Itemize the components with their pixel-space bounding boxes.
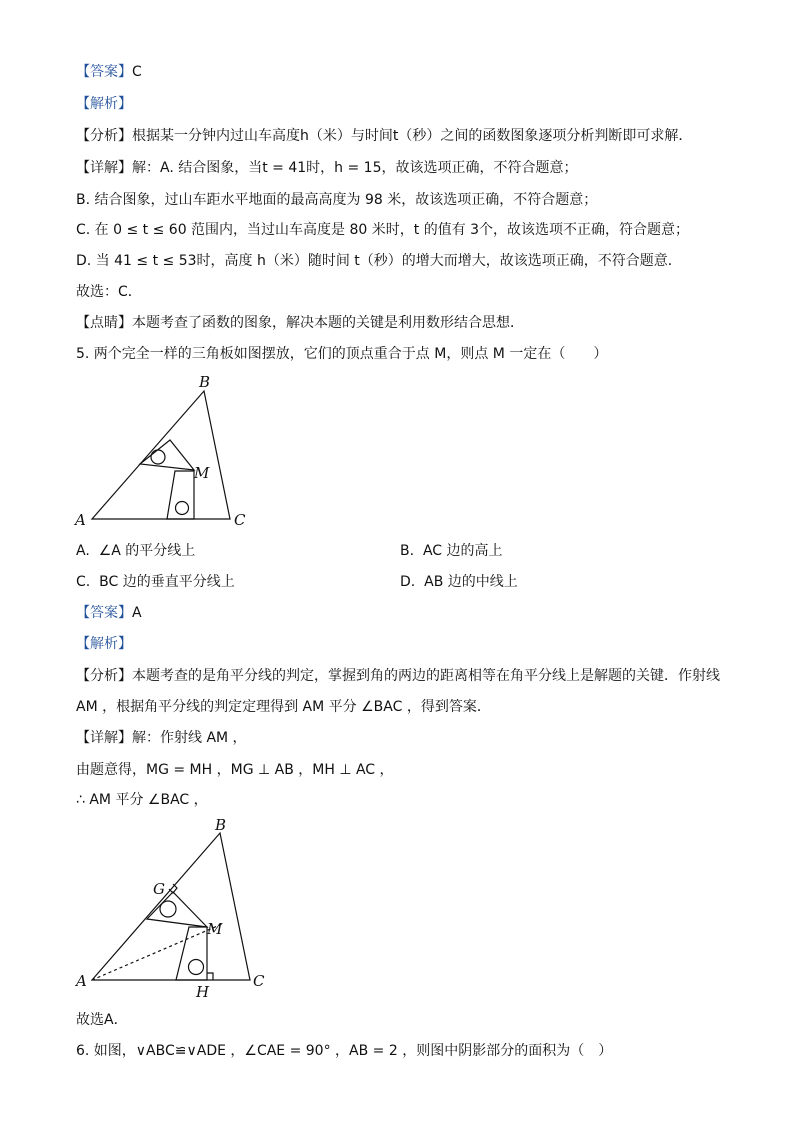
xiangjie-text: 解：A. 结合图象，当t = 41时，h = 15，故该选项正确，不符合题意； (132, 160, 578, 176)
q5-stem: 5. 两个完全一样的三角板如图摆放，它们的顶点重合于点 M，则点 M 一定在（ ） (76, 346, 608, 362)
fenxi-text-1: 本题考查的是角平分线的判定，掌握到角的两边的距离相等在角平分线上是解题的关键．作射线 (132, 668, 720, 684)
option-key: C. (76, 574, 91, 590)
point-label-g: G (153, 880, 165, 898)
point-label-c: C (253, 972, 265, 990)
fenxi-label: 【分析】 (76, 668, 132, 684)
option-text: AC 边的高上 (422, 543, 503, 559)
set-square-lower (167, 471, 194, 519)
analysis-label: 【解析】 (76, 636, 132, 652)
q5-figure-triangle-boards (70, 370, 260, 535)
option-key: A. (76, 543, 90, 559)
q4-option-d-analysis: D. 当 41 ≤ t ≤ 53时，高度 h（米）随时间 t（秒）的增大而增大，故该选项正确，不符合题意． (76, 253, 682, 269)
q4-option-b-analysis: B. 结合图象，过山车距水平地面的最高高度为 98 米，故该选项正确，不符合题意； (76, 192, 598, 208)
option-text: BC 边的垂直平分线上 (99, 574, 235, 590)
analysis-label: 【解析】 (76, 96, 132, 112)
point-label-h: H (196, 983, 210, 1001)
point-label-m: M (194, 464, 210, 482)
right-angle-mark-h (207, 973, 213, 980)
q6-stem: 6. 如图，∨ABC≌∨ADE ，∠CAE = 90° ，AB = 2 ，则图中阴影部分的面积为（ ） (76, 1043, 613, 1059)
q4-dianjing-line (76, 313, 524, 333)
q5-fenxi-line-2: AM ，根据角平分线的判定定理得到 AM 平分 ∠BAC ，得到答案． (76, 699, 491, 715)
triangle-abc (92, 833, 250, 980)
q5-option-a (76, 541, 195, 561)
q5-therefore-line: ∴ AM 平分 ∠BAC ， (76, 792, 208, 808)
q5-answer-line (76, 603, 142, 623)
dianjing-text: 本题考查了函数的图象，解决本题的关键是利用数形结合思想． (132, 315, 524, 331)
answer-label: 【答案】 (76, 64, 132, 80)
q4-xiangjie-line (76, 158, 577, 178)
option-text: ∠A 的平分线上 (98, 543, 196, 559)
option-key: B. (400, 543, 415, 559)
q5-option-d (400, 572, 518, 592)
q4-option-c-analysis: C. 在 0 ≤ t ≤ 60 范围内，当过山车高度是 80 米时，t 的值有 3个，故该选项不正确，符合题意； (76, 222, 690, 238)
fenxi-label: 【分析】 (76, 128, 132, 144)
point-label-a: A (76, 972, 87, 990)
set-square-lower (176, 927, 207, 980)
q5-analysis-heading (76, 634, 132, 654)
answer-value: C (132, 64, 142, 80)
point-label-b: B (199, 373, 211, 391)
answer-value: A (132, 605, 142, 621)
q5-option-b (400, 541, 503, 561)
q5-choose-line: 故选A． (76, 1012, 128, 1028)
point-label-m: M (207, 920, 223, 938)
answer-label: 【答案】 (76, 605, 132, 621)
q5-solution-figure (70, 814, 275, 1004)
option-text: AB 边的中线上 (424, 574, 518, 590)
option-key: D. (400, 574, 416, 590)
xiangjie-label: 【详解】 (76, 160, 132, 176)
point-label-a: A (75, 511, 86, 529)
q4-analysis-heading (76, 94, 132, 114)
q5-given-line: 由题意得，MG = MH ，MG ⊥ AB ，MH ⊥ AC ， (76, 762, 394, 778)
circle-mark-lower (176, 502, 189, 515)
q4-fenxi-line (76, 126, 692, 146)
q5-xiangjie-line (76, 728, 247, 748)
dianjing-label: 【点睛】 (76, 315, 132, 331)
circle-mark-upper (160, 901, 176, 917)
circle-mark-lower (189, 960, 204, 975)
point-label-b: B (215, 816, 227, 834)
point-label-c: C (234, 511, 246, 529)
q4-choose-line: 故选：C． (76, 284, 142, 300)
q5-fenxi-line (76, 666, 720, 686)
q5-option-c (76, 572, 235, 592)
q4-answer-line (76, 62, 142, 82)
circle-mark-upper (151, 450, 165, 464)
xiangjie-text: 解：作射线 AM ， (132, 730, 247, 746)
xiangjie-label: 【详解】 (76, 730, 132, 746)
fenxi-text: 根据某一分钟内过山车高度h（米）与时间t（秒）之间的函数图象逐项分析判断即可求解． (132, 128, 693, 144)
triangle-abc (92, 391, 230, 519)
